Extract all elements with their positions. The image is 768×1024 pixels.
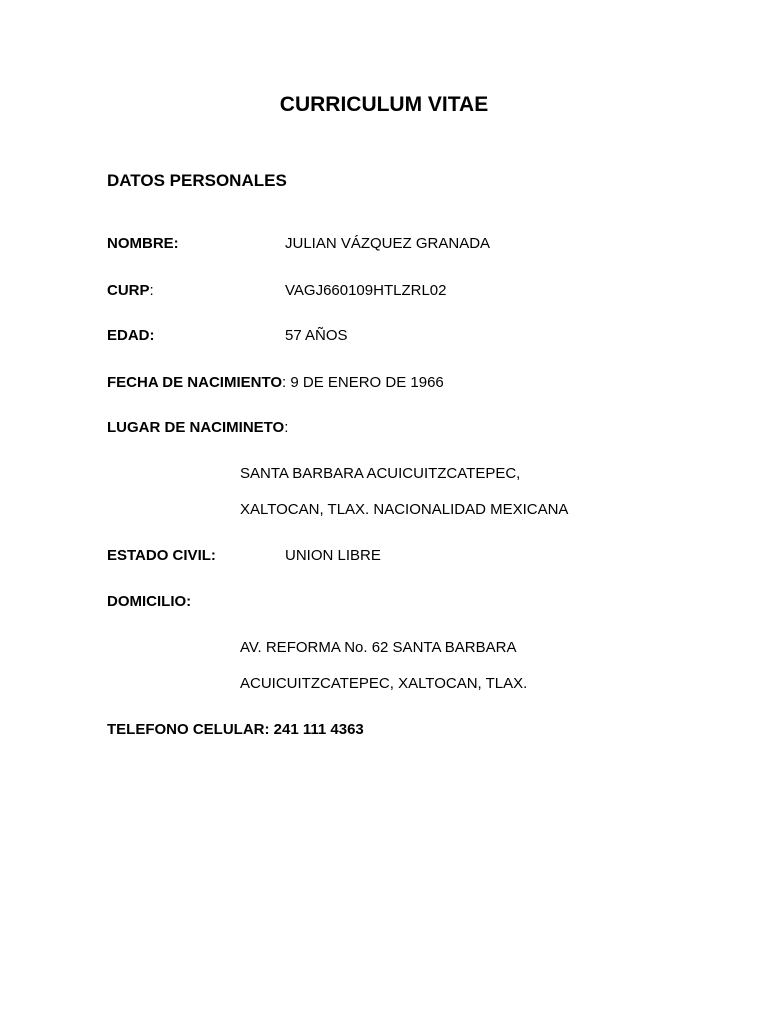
edad-value: 57 AÑOS	[285, 327, 348, 344]
fecha-row	[107, 373, 444, 393]
telefono-row	[107, 720, 364, 740]
lugar-line-2: XALTOCAN, TLAX. NACIONALIDAD MEXICANA	[240, 501, 569, 518]
domicilio-label: DOMICILIO:	[107, 593, 192, 610]
lugar-row	[107, 418, 288, 438]
curp-value: VAGJ660109HTLZRL02	[285, 282, 447, 299]
lugar-label: LUGAR DE NACIMINETO	[107, 419, 285, 436]
document-title: CURRICULUM VITAE	[279, 93, 489, 116]
nombre-row	[107, 234, 179, 254]
curp-colon: :	[149, 282, 154, 299]
section-heading: DATOS PERSONALES	[107, 171, 287, 190]
nombre-label: NOMBRE:	[107, 235, 179, 252]
curp-label: CURP	[107, 282, 150, 299]
telefono-label: TELEFONO CELULAR: 241 111 4363	[107, 721, 364, 738]
domicilio-row	[107, 592, 191, 612]
estado-civil-value: UNION LIBRE	[285, 547, 381, 564]
nombre-value: JULIAN VÁZQUEZ GRANADA	[285, 235, 491, 252]
lugar-line-1: SANTA BARBARA ACUICUITZCATEPEC,	[240, 465, 521, 482]
lugar-colon: :	[284, 419, 289, 436]
curp-row	[107, 281, 154, 301]
domicilio-line-1: AV. REFORMA No. 62 SANTA BARBARA	[240, 639, 517, 656]
estado-civil-label: ESTADO CIVIL:	[107, 547, 216, 564]
domicilio-line-2: ACUICUITZCATEPEC, XALTOCAN, TLAX.	[240, 675, 528, 692]
fecha-value: : 9 DE ENERO DE 1966	[282, 374, 444, 391]
edad-row	[107, 326, 155, 346]
estado-civil-row	[107, 546, 216, 566]
edad-label: EDAD:	[107, 327, 155, 344]
fecha-label: FECHA DE NACIMIENTO	[107, 374, 283, 391]
